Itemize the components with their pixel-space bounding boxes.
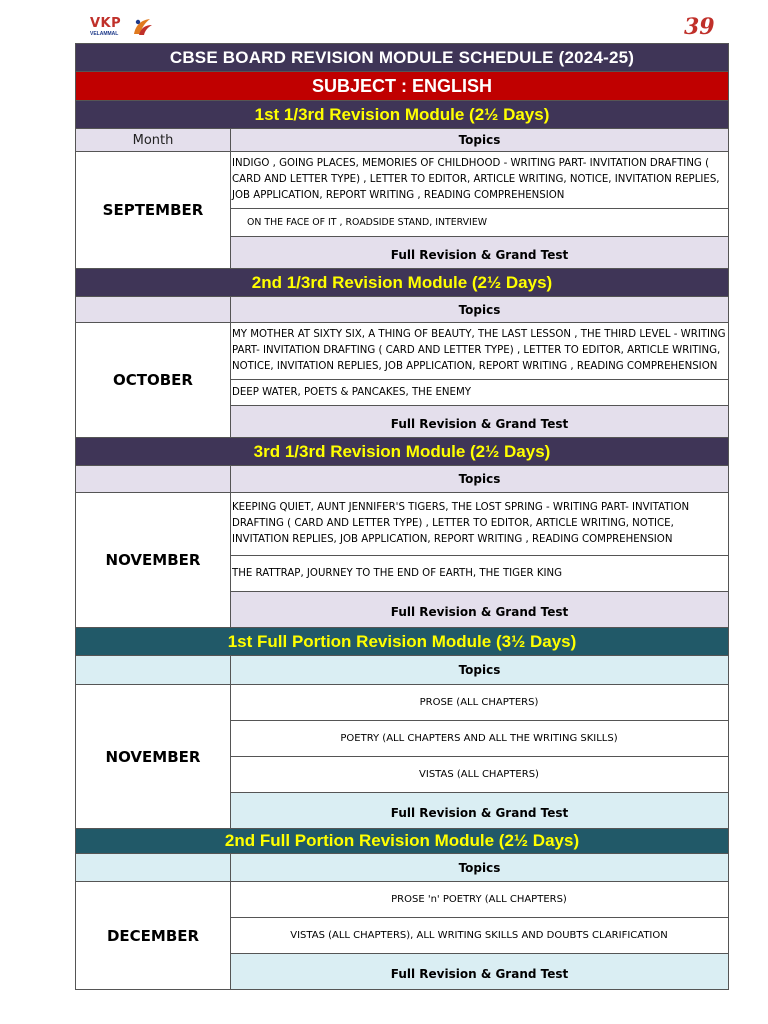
column-header-month xyxy=(76,656,231,685)
topic-cell: KEEPING QUIET, AUNT JENNIFER'S TIGERS, THE LOST SPRING - WRITING PART- INVITATION DRAFTING ( CARD AND LETTER TYPE) , LETTER TO EDITOR, ARTICLE WRITING, NOTICE, INVITATION REPLIES, JOB APPLICATION, REPORT WRITING , READING COMPREHENSION xyxy=(231,493,729,556)
column-header-topics: Topics xyxy=(231,656,729,685)
revision-cell: Full Revision & Grand Test xyxy=(231,954,729,990)
revision-cell: Full Revision & Grand Test xyxy=(231,237,729,269)
topic-cell: VISTAS (ALL CHAPTERS) xyxy=(231,757,729,793)
anniversary-badge: 39 xyxy=(684,14,715,40)
month-cell: SEPTEMBER xyxy=(76,152,231,269)
topic-cell: ON THE FACE OF IT , ROADSIDE STAND, INTERVIEW xyxy=(231,209,729,237)
month-cell: NOVEMBER xyxy=(76,493,231,628)
topic-cell: DEEP WATER, POETS & PANCAKES, THE ENEMY xyxy=(231,380,729,406)
revision-cell: Full Revision & Grand Test xyxy=(231,592,729,628)
month-cell: NOVEMBER xyxy=(76,685,231,829)
topic-cell: MY MOTHER AT SIXTY SIX, A THING OF BEAUTY, THE LAST LESSON , THE THIRD LEVEL - WRITING PART- INVITATION DRAFTING ( CARD AND LETTER TYPE) , LETTER TO EDITOR, ARTICLE WRITING, NOTICE, INVITATION REPLIES, JOB APPLICATION, REPORT WRITING , READING COMPREHENSION xyxy=(231,323,729,380)
month-cell: OCTOBER xyxy=(76,323,231,438)
emblem-icon xyxy=(130,16,154,38)
column-header-month xyxy=(76,466,231,493)
column-header-month: Month xyxy=(76,129,231,152)
column-header-topics: Topics xyxy=(231,854,729,882)
logo-text: VKP xyxy=(90,16,122,31)
module-heading: 1st Full Portion Revision Module (3½ Days) xyxy=(76,628,729,656)
revision-cell: Full Revision & Grand Test xyxy=(231,406,729,438)
module-heading: 3rd 1/3rd Revision Module (2½ Days) xyxy=(76,438,729,466)
school-logo xyxy=(90,16,170,40)
module-heading: 2nd Full Portion Revision Module (2½ Days) xyxy=(76,829,729,854)
topic-cell: PROSE (ALL CHAPTERS) xyxy=(231,685,729,721)
logo-subtext: VELAMMAL xyxy=(90,31,119,37)
module-heading: 1st 1/3rd Revision Module (2½ Days) xyxy=(76,101,729,129)
column-header-topics: Topics xyxy=(231,129,729,152)
schedule-sheet xyxy=(75,43,728,990)
topic-cell: THE RATTRAP, JOURNEY TO THE END OF EARTH, THE TIGER KING xyxy=(231,556,729,592)
topic-cell: VISTAS (ALL CHAPTERS), ALL WRITING SKILLS AND DOUBTS CLARIFICATION xyxy=(231,918,729,954)
subject-banner: SUBJECT : ENGLISH xyxy=(76,72,729,101)
topic-cell: POETRY (ALL CHAPTERS AND ALL THE WRITING SKILLS) xyxy=(231,721,729,757)
module-heading: 2nd 1/3rd Revision Module (2½ Days) xyxy=(76,269,729,297)
column-header-month xyxy=(76,297,231,323)
revision-cell: Full Revision & Grand Test xyxy=(231,793,729,829)
schedule-table xyxy=(75,43,729,990)
topic-cell: INDIGO , GOING PLACES, MEMORIES OF CHILDHOOD - WRITING PART- INVITATION DRAFTING ( CARD AND LETTER TYPE) , LETTER TO EDITOR, ARTICLE WRITING, NOTICE, INVITATION REPLIES, JOB APPLICATION, REPORT WRITING , READING COMPREHENSION xyxy=(231,152,729,209)
column-header-topics: Topics xyxy=(231,297,729,323)
column-header-month xyxy=(76,854,231,882)
topic-cell: PROSE 'n' POETRY (ALL CHAPTERS) xyxy=(231,882,729,918)
column-header-topics: Topics xyxy=(231,466,729,493)
month-cell: DECEMBER xyxy=(76,882,231,990)
page-title: CBSE BOARD REVISION MODULE SCHEDULE (2024-25) xyxy=(76,44,729,72)
